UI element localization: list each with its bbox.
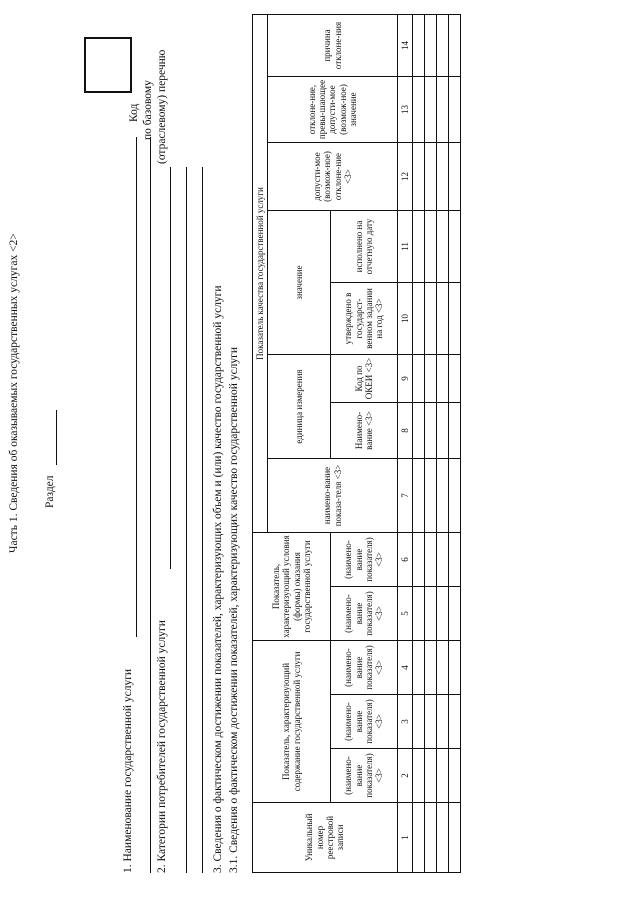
part-title: Часть 1. Сведения об оказываемых государственных услугах <2>: [8, 233, 20, 553]
table-cell[interactable]: [413, 749, 425, 803]
column-number-cell: 13: [398, 77, 413, 143]
table-cell[interactable]: [449, 695, 461, 749]
service-name-line: [136, 137, 137, 637]
table-cell[interactable]: [425, 211, 437, 283]
consumer-category-line: [170, 167, 171, 569]
table-cell[interactable]: [449, 587, 461, 641]
table-cell[interactable]: [413, 403, 425, 459]
column-number-cell: 1: [398, 803, 413, 873]
column-number-cell: 2: [398, 749, 413, 803]
table-cell[interactable]: [425, 283, 437, 355]
table-cell[interactable]: [413, 533, 425, 587]
column-number-cell: 11: [398, 211, 413, 283]
header-sub-indicator: (наимено-вание показателя) <3>: [331, 695, 398, 749]
table-cell[interactable]: [425, 355, 437, 403]
header-conditions-indicator: Показатель, характеризующий условия (формы) оказания государственной услуги: [253, 533, 331, 641]
table-cell[interactable]: [437, 695, 449, 749]
table-cell[interactable]: [437, 143, 449, 211]
header-sub-indicator: (наимено-вание показателя) <3>: [331, 587, 398, 641]
column-number-cell: 6: [398, 533, 413, 587]
column-number-row: [398, 14, 413, 872]
section-3-1-heading: 3.1. Сведения о фактическом достижении показателей, характеризующих качество государственной услуги: [228, 346, 240, 873]
section-label: Раздел: [44, 475, 56, 508]
header-sub-indicator: (наимено-вание показателя) <3>: [331, 641, 398, 695]
header-deviation-reason: причина отклоне-ния: [268, 14, 398, 76]
table-cell[interactable]: [437, 14, 449, 76]
table-row: [437, 14, 449, 872]
header-indicator-name: наимено-вание показа-теля <3>: [268, 459, 398, 533]
table-cell[interactable]: [437, 403, 449, 459]
table-cell[interactable]: [413, 211, 425, 283]
table-row: [425, 14, 437, 872]
table-cell[interactable]: [437, 803, 449, 873]
table-cell[interactable]: [425, 77, 437, 143]
section-3-heading: 3. Сведения о фактическом достижении показателей, характеризующих объем и (или) качество государственной услуги: [212, 285, 224, 873]
table-cell[interactable]: [437, 587, 449, 641]
header-content-indicator: Показатель, характеризующий содержание государственной услуги: [253, 641, 331, 803]
column-number-cell: 7: [398, 459, 413, 533]
service-name-label: 1. Наименование государственной услуги: [122, 668, 134, 873]
table-cell[interactable]: [413, 803, 425, 873]
table-cell[interactable]: [425, 459, 437, 533]
column-number-cell: 14: [398, 14, 413, 76]
table-cell[interactable]: [437, 283, 449, 355]
column-number-cell: 10: [398, 283, 413, 355]
table-cell[interactable]: [425, 641, 437, 695]
base-list-label-2: (отраслевому) перечню: [156, 49, 168, 164]
table-cell[interactable]: [437, 355, 449, 403]
table-cell[interactable]: [449, 459, 461, 533]
table-cell[interactable]: [413, 355, 425, 403]
table-row: [413, 14, 425, 872]
header-sub-indicator: (наимено-вание показателя) <3>: [331, 533, 398, 587]
table-cell[interactable]: [425, 143, 437, 211]
table-cell[interactable]: [437, 211, 449, 283]
section-number-line: [56, 410, 57, 465]
column-number-cell: 3: [398, 695, 413, 749]
column-number-cell: 4: [398, 641, 413, 695]
header-okei-code: Код по ОКЕИ <3>: [331, 355, 398, 403]
consumer-category-label: 2. Категории потребителей государственной услуги: [156, 620, 168, 873]
header-sub-indicator: (наимено-вание показателя) <3>: [331, 749, 398, 803]
table-cell[interactable]: [413, 641, 425, 695]
table-cell[interactable]: [413, 587, 425, 641]
table-cell[interactable]: [449, 749, 461, 803]
header-unique-number: Уникальный номер реестровой записи: [253, 803, 398, 873]
quality-indicators-table: [252, 14, 461, 873]
header-approved-value: утверждено в государст-венном задании на год <3>: [331, 283, 398, 355]
table-cell[interactable]: [449, 143, 461, 211]
table-cell[interactable]: [425, 695, 437, 749]
service-name-line-2: [150, 137, 151, 873]
consumer-category-line-3: [202, 167, 203, 873]
table-cell[interactable]: [413, 283, 425, 355]
table-cell[interactable]: [413, 14, 425, 76]
header-executed-value: исполнено на отчетную дату: [331, 211, 398, 283]
table-cell[interactable]: [425, 403, 437, 459]
table-cell[interactable]: [437, 641, 449, 695]
table-cell[interactable]: [437, 533, 449, 587]
table-cell[interactable]: [425, 749, 437, 803]
table-cell[interactable]: [413, 77, 425, 143]
column-number-cell: 8: [398, 403, 413, 459]
table-cell[interactable]: [413, 459, 425, 533]
table-row: [449, 14, 461, 872]
table-cell[interactable]: [425, 587, 437, 641]
table-cell[interactable]: [437, 749, 449, 803]
table-cell[interactable]: [449, 803, 461, 873]
base-list-label-1: по базовому: [142, 80, 154, 140]
code-label: Код: [128, 103, 140, 122]
header-allowed-deviation: допусти-мое (возмож-ное) отклоне-ние <3>: [268, 143, 398, 211]
column-number-cell: 5: [398, 587, 413, 641]
table-cell[interactable]: [437, 459, 449, 533]
consumer-category-line-2: [186, 167, 187, 873]
column-number-cell: 12: [398, 143, 413, 211]
code-box[interactable]: [84, 37, 132, 93]
table-cell[interactable]: [413, 695, 425, 749]
table-cell[interactable]: [425, 803, 437, 873]
table-cell[interactable]: [425, 14, 437, 76]
header-quality-indicator: Показатель качества государственной услуги: [253, 14, 268, 532]
header-unit-name: Наимено-вание <3>: [331, 403, 398, 459]
table-cell[interactable]: [449, 641, 461, 695]
table-cell[interactable]: [449, 211, 461, 283]
column-number-cell: 9: [398, 355, 413, 403]
header-value: значение: [268, 211, 331, 355]
header-unit: единица измерения: [268, 355, 331, 459]
table-cell[interactable]: [449, 77, 461, 143]
header-excess-deviation: отклоне-ние, превы-шающее допусти-мое (возмож-ное) значение: [268, 77, 398, 143]
table-cell[interactable]: [449, 533, 461, 587]
table-cell[interactable]: [449, 355, 461, 403]
table-cell[interactable]: [425, 533, 437, 587]
table-cell[interactable]: [449, 14, 461, 76]
table-cell[interactable]: [437, 77, 449, 143]
table-cell[interactable]: [449, 283, 461, 355]
table-cell[interactable]: [449, 403, 461, 459]
table-cell[interactable]: [413, 143, 425, 211]
